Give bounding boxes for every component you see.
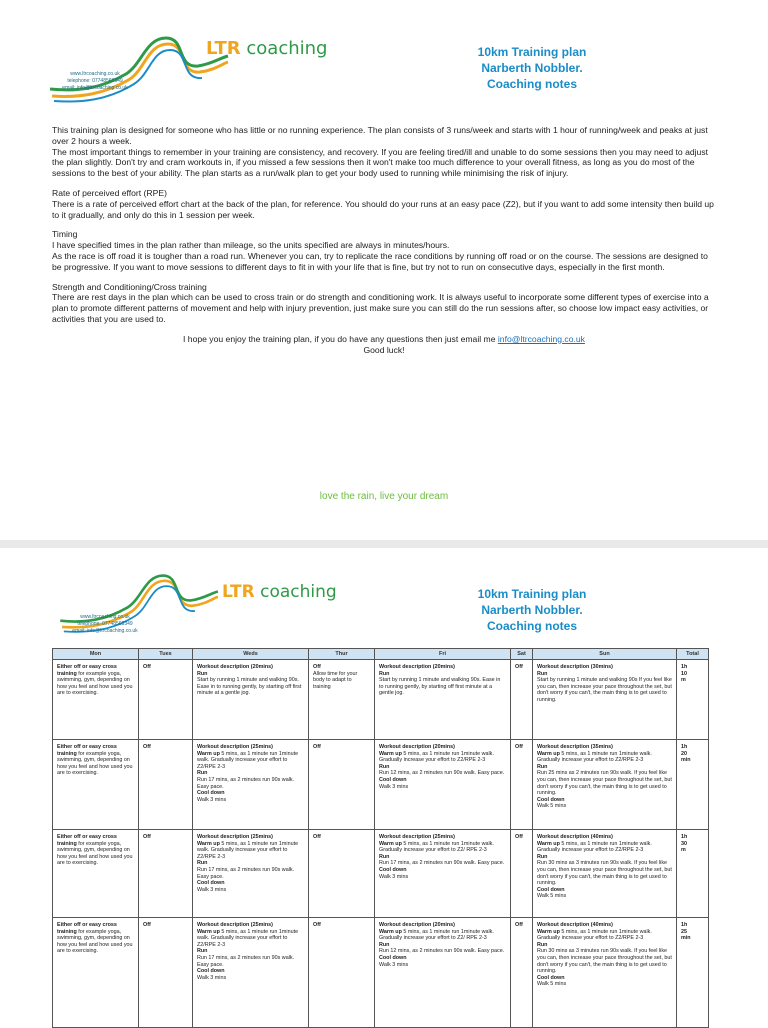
workout-bold-text: Run	[537, 763, 548, 770]
weds-cell	[193, 918, 309, 1028]
workout-line	[197, 664, 304, 671]
plan-title-line: Narberth Nobbler.	[481, 603, 583, 617]
workout-line	[197, 770, 304, 777]
workout-line	[379, 677, 506, 697]
workout-text: Run 30 mins as 3 minutes run 90s walk. If you feel like you can, then increase your pace throughout the set, but don't worry if you can't, the main thing is to get used to running.	[537, 948, 672, 975]
tues-cell	[139, 918, 193, 1028]
total-line: 25	[681, 928, 687, 935]
workout-line	[197, 867, 304, 880]
plan-title-line: 10km Training plan	[477, 45, 587, 59]
mon-cell	[53, 660, 139, 740]
workout-line	[379, 664, 506, 671]
workout-line	[197, 671, 304, 678]
cross-training-note: for example yoga, swimming, gym, depending on how you feel and how used you are to exercising.	[57, 840, 133, 867]
thur-line	[313, 671, 370, 691]
workout-line	[197, 968, 304, 975]
cross-training-note: for example yoga, swimming, gym, depending on how you feel and how used you are to exercising.	[57, 750, 133, 777]
thur-cell	[309, 660, 375, 740]
workout-text: 5 mins, as 1 minute run 1minute walk. Gradually increase your effort to Z2/RPE 2-3	[537, 840, 652, 854]
workout-line	[537, 860, 672, 886]
workout-bold-text: Run	[537, 670, 548, 677]
ltr-swoosh-logo	[50, 34, 230, 104]
workout-bold-text: Workout description (25mins)	[197, 834, 273, 840]
brand-name	[222, 582, 337, 602]
brand-name	[206, 38, 327, 59]
workout-text: Walk 3 mins	[379, 783, 409, 790]
total-line: 30	[681, 840, 687, 847]
workout-line	[537, 834, 672, 841]
timing-heading: Timing	[52, 229, 78, 240]
workout-text: Run 12 mins, as 2 minutes run 90s walk. Easy pace.	[379, 948, 505, 955]
cross-training-label: Either off or easy cross training	[57, 744, 117, 757]
workout-line	[197, 929, 304, 949]
workout-line	[197, 955, 304, 968]
workout-line	[379, 784, 506, 791]
workout-line	[537, 887, 672, 894]
rpe-heading: Rate of perceived effort (RPE)	[52, 187, 167, 198]
workout-text: Walk 3 mins	[197, 974, 227, 981]
workout-text: 5 mins, as 1 minute run 1minute walk. Gradually increase your effort to Z2/ RPE 2-3	[379, 840, 494, 854]
column-header: Tues	[139, 649, 193, 660]
rest-day-label: Off	[313, 922, 321, 928]
workout-bold-text: Warm up	[379, 840, 402, 847]
workout-bold-text: Run	[197, 860, 208, 867]
slogan: love the rain, live your dream	[319, 491, 449, 502]
workout-text: Start by running 1 minute and walking 90s If you feel like you can, then increase your pace throughout the set, but don't worry if you can't, the main thing is to get used to running.	[537, 677, 672, 703]
thur-cell	[309, 918, 375, 1028]
column-header: Thur	[309, 649, 375, 660]
timing-paragraph: As the race is off road it is tougher than a road run. Whenever you can, try to replicate the race conditions by running off road or on the course. The sessions are designed to be progressive. If you want to move sessions to different days to fit in with your life that is fine, but try not to run on consecutive days, especially in the first month.	[52, 250, 708, 272]
workout-line	[197, 948, 304, 955]
workout-text: Walk 3 mins	[379, 961, 409, 968]
workout-line	[379, 841, 506, 854]
rest-day-label: Off	[313, 834, 321, 840]
table-row	[53, 830, 709, 918]
workout-line	[197, 751, 304, 771]
column-header: Sat	[511, 649, 533, 660]
total-line: m	[681, 677, 686, 684]
contact-block	[60, 71, 130, 92]
coaching-notes-body	[52, 125, 716, 355]
email-link[interactable]: info@ltrcoaching.co.uk	[497, 333, 585, 344]
workout-bold-text: Warm up	[537, 750, 560, 757]
workout-line	[379, 955, 506, 962]
total-line: 1h	[681, 834, 688, 840]
rest-day-label: Off	[143, 744, 151, 750]
workout-bold-text: Cool down	[537, 796, 565, 803]
closing-text: I hope you enjoy the training plan, if you do have any questions then just email me	[183, 333, 496, 344]
sun-cell	[533, 830, 677, 918]
workout-bold-text: Cool down	[197, 968, 225, 975]
workout-line	[537, 981, 672, 988]
brand-ltr: LTR	[222, 582, 255, 602]
workout-bold-text: Run	[197, 770, 208, 777]
workout-bold-text: Run	[379, 670, 390, 677]
sat-cell	[511, 830, 533, 918]
workout-line	[537, 770, 672, 796]
workout-line	[537, 929, 672, 942]
workout-text: 5 mins, as 1 minute run 1minute walk. Gradually increase your effort to Z2/RPE 2-3	[537, 928, 652, 942]
workout-line	[197, 777, 304, 790]
workout-line	[197, 790, 304, 797]
timing-paragraph: I have specified times in the plan rather than mileage, so the units specified are always in minutes/hours.	[52, 240, 450, 251]
workout-bold-text: Cool down	[537, 886, 565, 893]
contact-email: email: info@ltrcoaching.co.uk	[72, 628, 138, 634]
rest-day-label: Off	[143, 664, 151, 670]
workout-line	[537, 803, 672, 810]
workout-line	[537, 975, 672, 982]
cross-training-label: Either off or easy cross training	[57, 834, 117, 847]
workout-line	[537, 744, 672, 751]
fri-cell	[375, 918, 511, 1028]
total-line: m	[681, 847, 686, 854]
workout-text: Walk 3 mins	[197, 886, 227, 893]
strength-heading: Strength and Conditioning/Cross training	[52, 281, 207, 292]
intro-paragraph: This training plan is designed for someone who has little or no running experience. The plan consists of 3 runs/week and starts with 1 hour of running/week and peaks at just over 2 hours a week.	[52, 125, 708, 146]
closing-line	[52, 334, 716, 345]
brand-coaching: coaching	[246, 38, 328, 59]
workout-bold-text: Warm up	[379, 928, 402, 935]
workout-bold-text: Cool down	[379, 954, 407, 961]
workout-bold-text: Warm up	[537, 928, 560, 935]
workout-line	[537, 893, 672, 900]
workout-line	[197, 922, 304, 929]
workout-bold-text: Workout description (20mins)	[379, 744, 455, 750]
cross-training-label: Either off or easy cross training	[57, 664, 117, 677]
plan-title	[432, 44, 632, 92]
workout-line	[379, 929, 506, 942]
workout-line	[197, 797, 304, 804]
thur-cell	[309, 740, 375, 830]
page-separator	[0, 540, 768, 548]
workout-text: 5 mins, as 1 minute run 1minute walk. Gradually increase your effort to Z2/ RPE 2-3	[379, 928, 494, 942]
tues-cell	[139, 660, 193, 740]
table-row	[53, 740, 709, 830]
rest-day-label: Off	[313, 744, 321, 750]
cross-training-note: for example yoga, swimming, gym, depending on how you feel and how used you are to exercising.	[57, 928, 133, 955]
rest-day-note: Allow time for your body to adapt to training	[313, 670, 358, 690]
sun-cell	[533, 660, 677, 740]
workout-line	[197, 880, 304, 887]
workout-bold-text: Run	[379, 941, 390, 948]
plan-title-line: 10km Training plan	[477, 587, 587, 601]
workout-bold-text: Warm up	[197, 750, 220, 757]
rest-day-label: Off	[515, 744, 523, 750]
fri-cell	[375, 740, 511, 830]
contact-telephone: telephone: 07748568349	[77, 621, 133, 627]
workout-bold-text: Run	[537, 941, 548, 948]
mon-cell	[53, 918, 139, 1028]
rest-day-label: Off	[143, 922, 151, 928]
workout-line	[537, 942, 672, 949]
fri-cell	[375, 830, 511, 918]
total-cell	[677, 830, 709, 918]
workout-line	[379, 671, 506, 678]
contact-website: www.ltrcoaching.co.uk	[80, 614, 130, 620]
workout-line	[379, 764, 506, 771]
workout-line	[379, 948, 506, 955]
table-header-row	[53, 649, 709, 660]
plan-title	[432, 586, 632, 634]
workout-line	[379, 922, 506, 929]
workout-line	[379, 860, 506, 867]
workout-bold-text: Workout description (35mins)	[537, 744, 613, 750]
rest-day-label: Off	[515, 834, 523, 840]
rest-day-label: Off	[313, 664, 321, 670]
workout-line	[537, 841, 672, 854]
thur-cell	[309, 830, 375, 918]
workout-line	[379, 962, 506, 969]
workout-line	[197, 841, 304, 861]
workout-bold-text: Run	[197, 670, 208, 677]
workout-bold-text: Run	[379, 763, 390, 770]
total-cell	[677, 918, 709, 1028]
workout-text: 5 mins, as 1 minute run 1minute walk. Gradually increase your effort to Z2/RPE 2-3	[197, 928, 299, 948]
workout-text: Walk 5 mins	[537, 803, 567, 810]
workout-bold-text: Workout description (30mins)	[537, 664, 613, 670]
workout-bold-text: Warm up	[197, 928, 220, 935]
sun-cell	[533, 918, 677, 1028]
workout-bold-text: Workout description (25mins)	[379, 834, 455, 840]
sun-cell	[533, 740, 677, 830]
total-cell	[677, 660, 709, 740]
workout-bold-text: Run	[537, 853, 548, 860]
workout-line	[379, 854, 506, 861]
rest-day-label: Off	[515, 664, 523, 670]
cross-training-label: Either off or easy cross training	[57, 922, 117, 935]
fri-cell	[375, 660, 511, 740]
good-luck: Good luck!	[363, 344, 405, 355]
total-line: 1h	[681, 744, 688, 750]
workout-bold-text: Cool down	[197, 880, 225, 887]
workout-line	[379, 777, 506, 784]
workout-bold-text: Warm up	[537, 840, 560, 847]
plan-title-line: Narberth Nobbler.	[481, 61, 583, 75]
workout-line	[537, 854, 672, 861]
workout-line	[379, 874, 506, 881]
brand-ltr: LTR	[206, 38, 241, 59]
workout-line	[537, 664, 672, 671]
rest-day-label: Off	[515, 922, 523, 928]
mon-cell	[53, 740, 139, 830]
column-header: Weds	[193, 649, 309, 660]
contact-email: email: info@ltrcoaching.co.uk	[62, 85, 128, 91]
weds-cell	[193, 830, 309, 918]
plan-title-line: Coaching notes	[486, 619, 577, 633]
workout-bold-text: Workout description (40mins)	[537, 922, 613, 928]
total-line: 1h	[681, 664, 688, 670]
weds-cell	[193, 740, 309, 830]
workout-line	[537, 797, 672, 804]
workout-bold-text: Workout description (20mins)	[379, 922, 455, 928]
workout-bold-text: Warm up	[197, 840, 220, 847]
workout-line	[197, 744, 304, 751]
workout-bold-text: Run	[379, 853, 390, 860]
total-line: min	[681, 757, 691, 764]
contact-website: www.ltrcoaching.co.uk	[70, 71, 120, 77]
workout-text: Walk 5 mins	[537, 981, 567, 988]
contact-telephone: telephone: 07748568349	[67, 78, 123, 84]
workout-line	[537, 948, 672, 974]
total-cell	[677, 740, 709, 830]
total-line: min	[681, 935, 691, 942]
workout-text: 5 mins, as 1 minute run 1minute walk. Gradually increase your effort to Z2/RPE 2-3	[197, 750, 299, 770]
workout-text: Run 12 mins, as 2 minutes run 90s walk. Easy pace.	[379, 770, 505, 777]
workout-bold-text: Workout description (40mins)	[537, 834, 613, 840]
strength-paragraph: There are rest days in the plan which can be used to cross train or do strength and conditioning work. It is always useful to incorporate some different types of exercise into a plan to promote different patterns of movement and help with injury prevention, just make sure you can still do the run sessions after, so choose low impact easy activities, or activities that you are used to.	[52, 292, 709, 324]
weds-cell	[193, 660, 309, 740]
workout-line	[537, 922, 672, 929]
workout-bold-text: Cool down	[197, 790, 225, 797]
workout-text: Run 30 mins as 3 minutes run 90s walk. If you feel like you can, then increase your pace throughout the set, but don't worry if you can't, the main thing is to get used to running.	[537, 860, 672, 887]
total-line: 1h	[681, 922, 688, 928]
workout-text: Run 17 mins, as 2 minutes run 90s walk. Easy pace.	[197, 866, 295, 880]
workout-text: Walk 5 mins	[537, 893, 567, 900]
workout-line	[197, 887, 304, 894]
mon-cell	[53, 830, 139, 918]
cross-training-note: for example yoga, swimming, gym, depending on how you feel and how used you are to exercising.	[57, 670, 133, 697]
workout-bold-text: Cool down	[379, 776, 407, 783]
thur-line	[313, 922, 370, 929]
table-row	[53, 918, 709, 1028]
workout-text: 5 mins, as 1 minute run 1minute walk. Gradually increase your effort to Z2/RPE 2-3	[379, 750, 494, 764]
workout-text: Run 17 mins, as 2 minutes run 90s walk. Easy pace.	[379, 860, 505, 867]
workout-line	[197, 860, 304, 867]
total-line: 10	[681, 670, 687, 677]
sat-cell	[511, 740, 533, 830]
total-line: 20	[681, 750, 687, 757]
intro-paragraph: The most important things to remember in your training are consistency, and recovery. If you are feeling tired/ill and unable to do some sessions then you may need to adjust the plan slightly. Don't try and cram workouts in, if you missed a few sessions then it won't make too much difference to your overall fitness, as long as you do most of the sessions to the best of your ability. The plan starts as a run/walk plan to get your body used to running while minimising the risk of injury.	[52, 146, 709, 179]
workout-line	[379, 834, 506, 841]
column-header: Mon	[53, 649, 139, 660]
workout-line	[379, 867, 506, 874]
workout-line	[197, 677, 304, 697]
workout-line	[537, 764, 672, 771]
workout-bold-text: Workout description (20mins)	[197, 664, 273, 670]
workout-text: Run 17 mins, as 2 minutes run 90s walk. Easy pace.	[197, 954, 295, 968]
tues-cell	[139, 830, 193, 918]
thur-line	[313, 664, 370, 671]
workout-line	[379, 744, 506, 751]
workout-bold-text: Workout description (25mins)	[197, 922, 273, 928]
workout-line	[537, 671, 672, 678]
workout-text: Start by running 1 minute and walking 90s. Ease in to running gently, by starting off first minute at a gentle jog.	[197, 677, 302, 697]
training-plan-table	[52, 648, 709, 1028]
plan-title-line: Coaching notes	[486, 77, 577, 91]
column-header: Sun	[533, 649, 677, 660]
workout-text: Walk 3 mins	[379, 873, 409, 880]
workout-line	[537, 677, 672, 703]
thur-line	[313, 834, 370, 841]
workout-bold-text: Workout description (20mins)	[379, 664, 455, 670]
workout-bold-text: Cool down	[379, 866, 407, 873]
workout-bold-text: Workout description (25mins)	[197, 744, 273, 750]
workout-text: 5 mins, as 1 minute run 1minute walk. Gradually increase your effort to Z2/RPE 2-3	[197, 840, 299, 860]
sat-cell	[511, 660, 533, 740]
workout-line	[537, 751, 672, 764]
column-header: Fri	[375, 649, 511, 660]
tues-cell	[139, 740, 193, 830]
workout-line	[379, 942, 506, 949]
workout-text: Walk 3 mins	[197, 796, 227, 803]
workout-bold-text: Warm up	[379, 750, 402, 757]
workout-text: Start by running 1 minute and walking 90s. Ease in to running gently, by starting off first minute at a gentle jog.	[379, 677, 501, 697]
workout-line	[379, 751, 506, 764]
table-row	[53, 660, 709, 740]
brand-coaching: coaching	[260, 582, 337, 602]
contact-block	[70, 614, 140, 635]
workout-line	[379, 770, 506, 777]
column-header: Total	[677, 649, 709, 660]
workout-text: Run 17 mins, as 2 minutes run 90s walk. Easy pace.	[197, 776, 295, 790]
workout-line	[197, 834, 304, 841]
workout-bold-text: Cool down	[537, 974, 565, 981]
workout-text: Run 25 mins as 2 minutes run 90s walk. If you feel like you can, then increase your pace throughout the set, but don't worry if you can't, the main thing is to get used to running.	[537, 770, 672, 797]
workout-line	[197, 975, 304, 982]
rest-day-label: Off	[143, 834, 151, 840]
workout-text: 5 mins, as 1 minute run 1minute walk. Gradually increase your effort to Z2/RPE 2-3	[537, 750, 652, 764]
rpe-paragraph: There is a rate of perceived effort chart at the back of the plan, for reference. You should do your runs at an easy pace (Z2), but if you want to add some intensity then build up to it gradually, and only do this in 1 session per week.	[52, 198, 714, 220]
sat-cell	[511, 918, 533, 1028]
workout-bold-text: Run	[197, 948, 208, 955]
thur-line	[313, 744, 370, 751]
